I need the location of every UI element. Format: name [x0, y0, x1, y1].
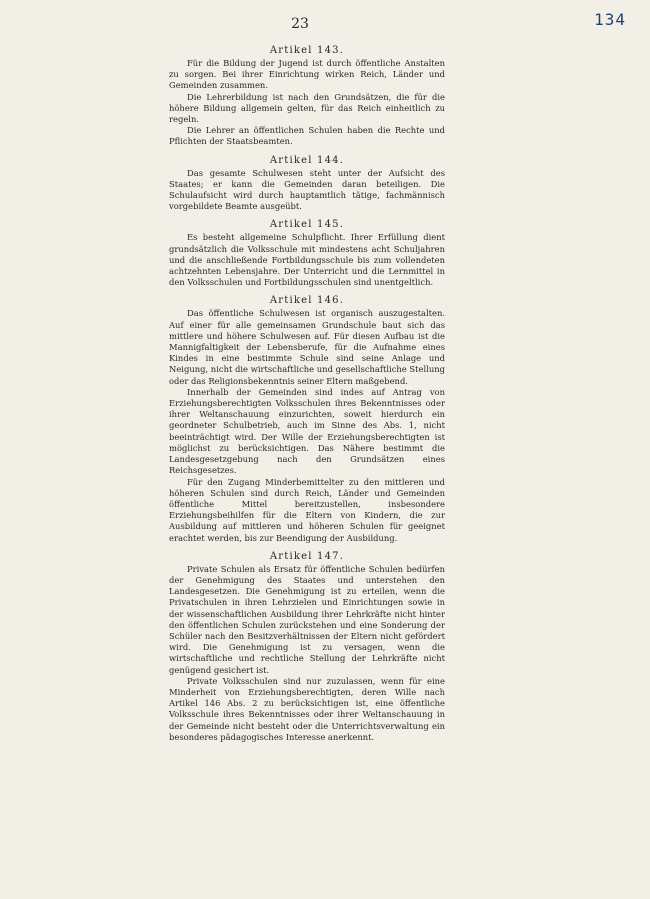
paragraph: Die Lehrerbildung ist nach den Grundsätzen, die für die höhere Bildung allgemein gelten, für das Reich einheitlich zu regeln.: [169, 91, 445, 125]
paragraph: Innerhalb der Gemeinden sind indes auf Antrag von Erziehungsberechtigten Volksschulen ihres Bekenntnisses oder ihrer Weltanschauung einzurichten, soweit hierdurch ein geordneter Schulbetrieb, auch im Sinne des Abs. 1, nicht beeinträchtigt wird. Der Wille der Erziehungsberechtigten ist möglichst zu berücksichtigen. Das Nähere bestimmt die Landesgesetzgebung nach den Grundsätzen eines Reichsgesetzes.: [169, 386, 445, 476]
article-heading: Artikel 143.: [269, 45, 345, 56]
paragraph: Für den Zugang Minderbemittelter zu den mittleren und höheren Schulen sind durch Reich, Länder und Gemeinden öffentliche Mittel bereitzustellen, insbesondere Erziehungsbeihilfen für die Eltern von Kindern, die zur Ausbildung auf mittleren und höheren Schulen für geeignet erachtet werden, bis zur Beendigung der Ausbildung.: [169, 476, 445, 543]
page-number: 23: [291, 16, 309, 32]
article-heading: Artikel 146.: [269, 295, 345, 307]
paragraph: Die Lehrer an öffentlichen Schulen haben die Rechte und Pflichten der Staatsbeamten.: [169, 125, 445, 147]
paragraph: Private Volksschulen sind nur zuzulassen, wenn für eine Minderheit von Erziehungsberechtigten, deren Wille nach Artikel 146 Abs. 2 zu berücksichtigen ist, eine öffentliche Volksschule ihres Bekenntnisses oder ihrer Weltanschauung in der Gemeinde nicht besteht oder die Unterrichtsverwaltung ein besonderes pädagogisches Interesse anerkennt.: [169, 675, 445, 742]
article-heading: Artikel 147.: [269, 550, 345, 562]
article-146: [169, 294, 445, 543]
paragraph: Das öffentliche Schulwesen ist organisch auszugestalten. Auf einer für alle gemeinsamen Grundschule baut sich das mittlere und höhere Schulwesen auf. Für diesen Aufbau ist die Mannigfaltigkeit der Lebensberufe, für die Aufnahme eines Kindes in eine bestimmte Schule sind seine Anlage und Neigung, nicht die wirtschaftliche und gesellschaftliche Stellung oder das Religionsbekenntnis seiner Eltern maßgebend.: [169, 308, 445, 386]
document-body: [169, 44, 445, 749]
paragraph: Das gesamte Schulwesen steht unter der Aufsicht des Staates; er kann die Gemeinden daran beteiligen. Die Schulaufsicht wird durch hauptamtlich tätige, fachmännisch vorgebildete Beamte ausgeübt.: [169, 167, 445, 212]
paragraph: Private Schulen als Ersatz für öffentliche Schulen bedürfen der Genehmigung des Staates und unterstehen den Landesgesetzen. Die Genehmigung ist zu erteilen, wenn die Privatschulen in ihren Lehrzielen und Einrichtungen sowie in der wissenschaftlichen Ausbildung ihrer Lehrkräfte nicht hinter den öffentlichen Schulen zurückstehen und eine Sonderung der Schüler nach den Besitzverhältnissen der Eltern nicht gefördert wird. Die Genehmigung ist zu versagen, wenn die wirtschaftliche und rechtliche Stellung der Lehrkräfte nicht genügend gesichert ist.: [169, 563, 445, 675]
article-heading: Artikel 144.: [269, 154, 345, 166]
archive-stamp-number: 134: [594, 10, 626, 29]
paragraph: Für die Bildung der Jugend ist durch öffentliche Anstalten zu sorgen. Bei ihrer Einrichtung wirken Reich, Länder und Gemeinden zusammen.: [169, 58, 445, 91]
article-144: [169, 154, 445, 213]
article-145: [169, 218, 445, 288]
article-heading: Artikel 145.: [269, 219, 345, 231]
article-147: [169, 550, 445, 743]
article-143: [169, 44, 445, 148]
paragraph: Es besteht allgemeine Schulpflicht. Ihrer Erfüllung dient grundsätzlich die Volksschule mit mindestens acht Schuljahren und die anschließende Fortbildungsschule bis zum vollendeten achtzehnten Lebensjahre. Der Unterricht und die Lernmittel in den Volksschulen und Fortbildungsschulen sind unentgeltlich.: [169, 232, 445, 288]
